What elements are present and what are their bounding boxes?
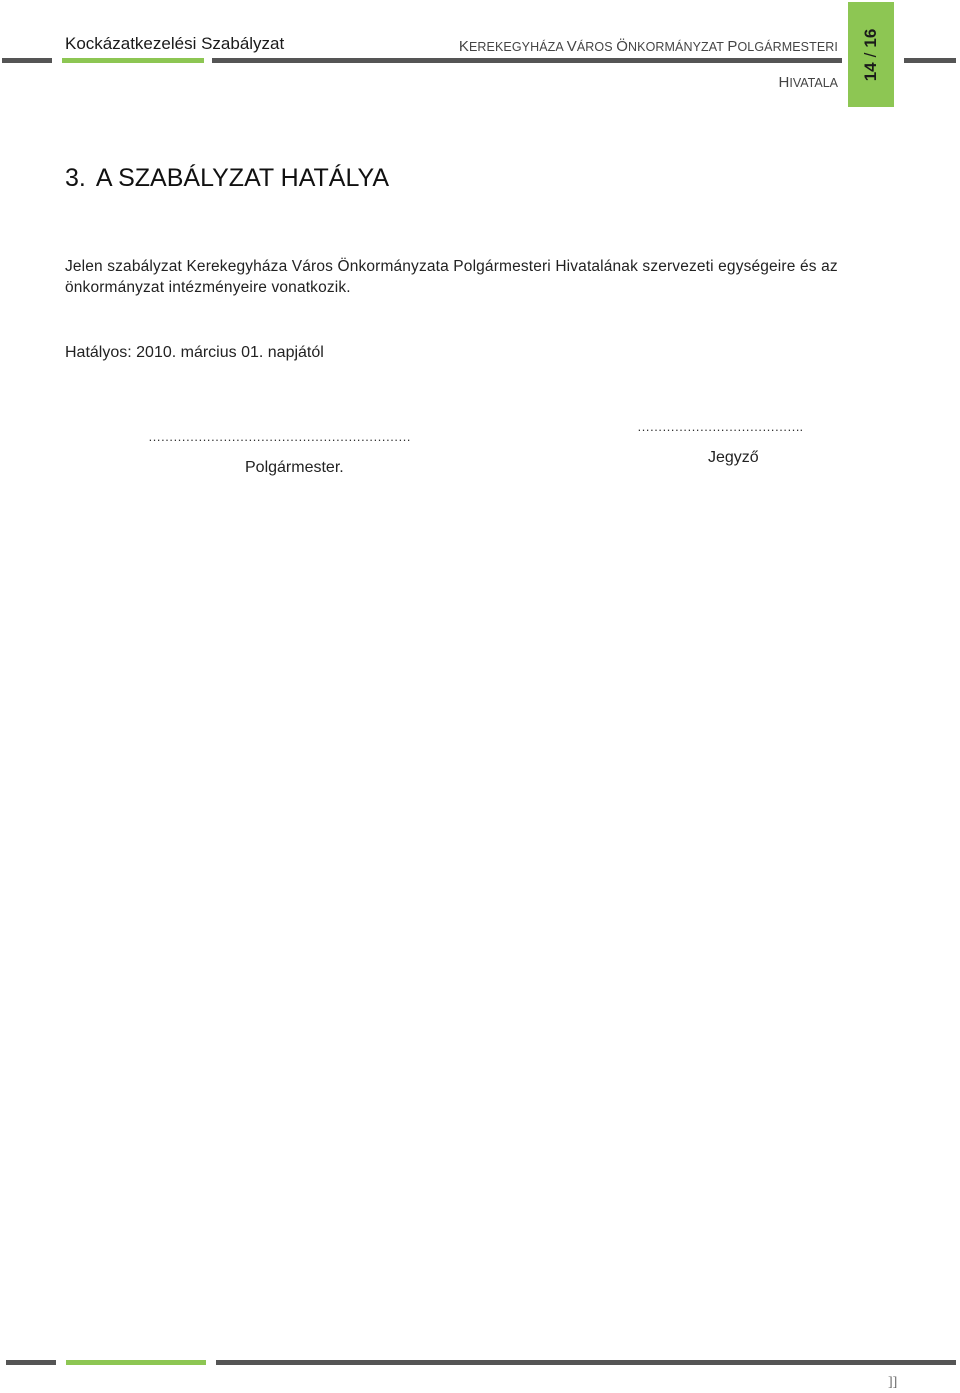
notary-signature-label: Jegyző bbox=[708, 449, 759, 466]
mayor-signature-line: ……………………………………………………… bbox=[148, 429, 411, 444]
footer-mark: ]] bbox=[888, 1375, 898, 1390]
header-rule-accent bbox=[62, 58, 204, 63]
footer-rule-left bbox=[6, 1360, 56, 1365]
header-rule-right bbox=[904, 58, 956, 63]
scope-paragraph: Jelen szabályzat Kerekegyháza Város Önkormányzata Polgármesteri Hivatalának szervezeti egységeire és az önkormányzat intézményeire vonatkozik. bbox=[65, 258, 838, 296]
page-number-badge bbox=[848, 2, 894, 107]
header-rule-left bbox=[2, 58, 52, 63]
mayor-signature-label: Polgármester. bbox=[245, 459, 344, 476]
organization-name-line2: HIVATALA bbox=[778, 74, 838, 91]
footer-rule-main bbox=[216, 1360, 956, 1365]
organization-name-line1: KEREKEGYHÁZA VÁROS ÖNKORMÁNYZAT POLGÁRMESTERI bbox=[458, 38, 838, 55]
section-heading bbox=[65, 164, 389, 193]
notary-signature-line: …………………………………. bbox=[637, 419, 803, 434]
page-number: 14/16 bbox=[861, 28, 880, 81]
effective-date: Hatályos: 2010. március 01. napjától bbox=[65, 344, 324, 361]
header-rule-main bbox=[212, 58, 842, 63]
section-number: 3. bbox=[65, 164, 86, 192]
section-title: A SZABÁLYZAT HATÁLYA bbox=[95, 164, 390, 192]
document-title: Kockázatkezelési Szabályzat bbox=[65, 34, 285, 53]
footer-rule-accent bbox=[66, 1360, 206, 1365]
